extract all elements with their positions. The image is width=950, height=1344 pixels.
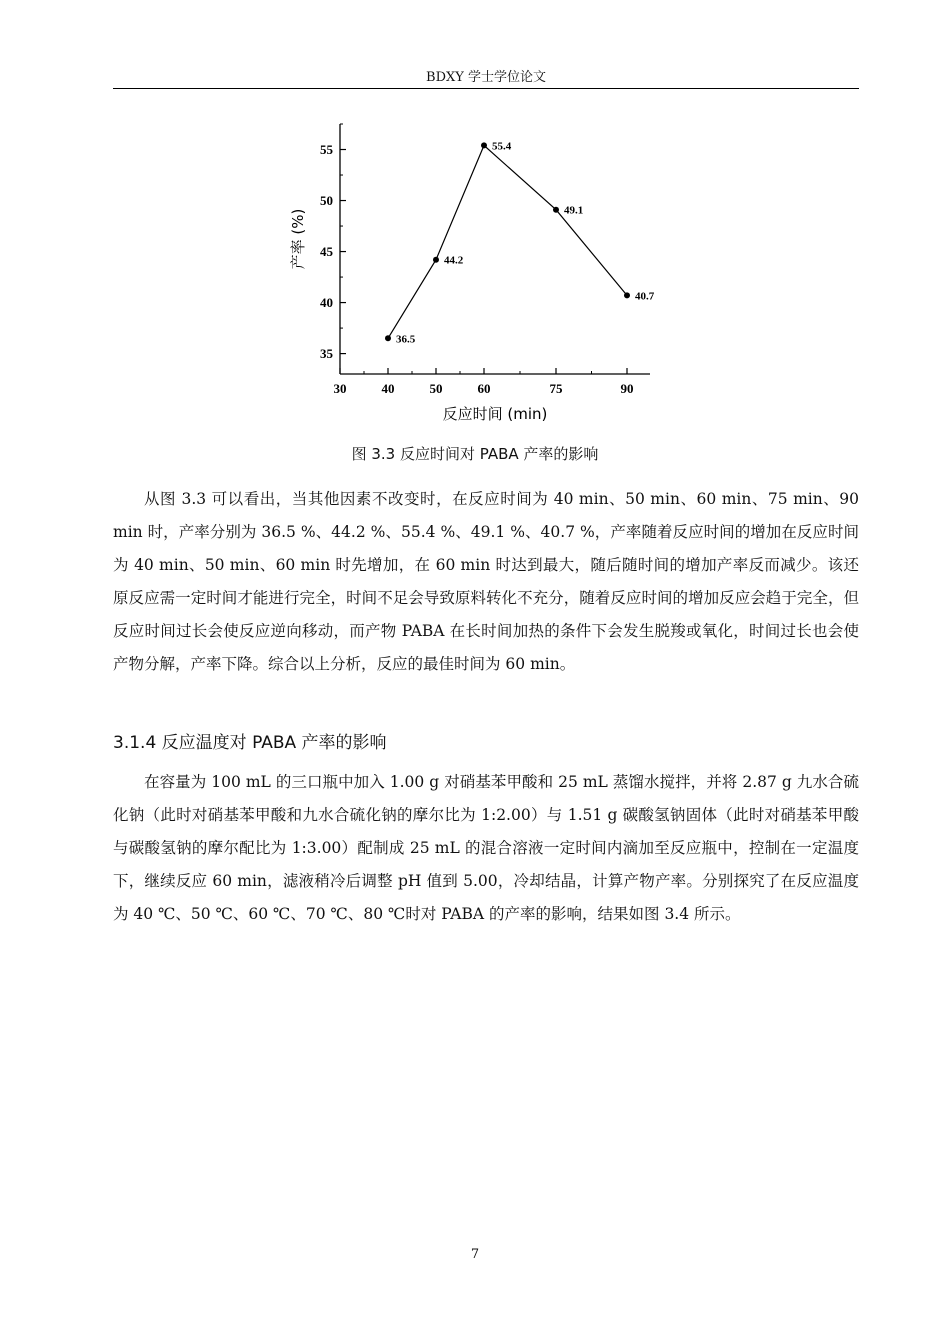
data-label: 36.5	[396, 333, 416, 346]
data-point	[624, 292, 630, 298]
page-number: 7	[470, 1247, 480, 1262]
y-tick-label: 35	[320, 346, 333, 362]
figure-3-3	[260, 110, 690, 430]
x-tick-label: 40	[381, 381, 395, 396]
data-label: 49.1	[564, 204, 584, 217]
y-tick-label: 50	[320, 193, 333, 209]
y-tick-label: 45	[320, 244, 333, 260]
x-tick-label: 60	[477, 381, 491, 396]
series-line	[388, 145, 627, 338]
x-tick-label: 75	[549, 381, 563, 396]
y-tick-label: 55	[320, 142, 333, 158]
data-point	[553, 207, 559, 213]
paragraph-2: 在容量为 100 mL 的三口瓶中加入 1.00 g 对硝基苯甲酸和 25 mL 蒸馏水搅拌，并将 2.87 g 九水合硫化钠（此时对硝基苯甲酸和九水合硫化钠的摩尔比为 1:2.00）与 1.51 g 碳酸氢钠固体（此时对硝基苯甲酸与碳酸氢钠的摩尔配比为 1:3.00）配制成 25 mL 的混合溶液一定时间内滴加至反应瓶中，控制在一定温度下，继续反应 60 min，滤液稍冷后调整 pH 值到 5.00，冷却结晶，计算产物产率。分别探究了在反应温度为 40 ℃、50 ℃、60 ℃、70 ℃、80 ℃时对 PABA 的产率的影响，结果如图 3.4 所示。	[113, 773, 859, 923]
paragraph-1: 从图 3.3 可以看出，当其他因素不改变时，在反应时间为 40 min、50 min、60 min、75 min、90 min 时，产率分别为 36.5 %、44.2 %、55.4 %、49.1 %、40.7 %，产率随着反应时间的增加在反应时间为 40 min、50 min、60 min 时先增加，在 60 min 时达到最大，随后随时间的增加产率反而减少。该还原反应需一定时间才能进行完全，时间不足会导致原料转化不充分，随着反应时间的增加反应会趋于完全，但反应时间过长会使反应逆向移动，而产物 PABA 在长时间加热的条件下会发生脱羧或氧化，时间过长也会使产物分解，产率下降。综合以上分析，反应的最佳时间为 60 min。	[113, 490, 859, 673]
x-tick-label: 90	[620, 381, 634, 396]
y-tick-label: 40	[320, 295, 333, 311]
section-heading: 3.1.4 反应温度对 PABA 产率的影响	[113, 733, 387, 753]
data-point	[433, 257, 439, 263]
data-label: 40.7	[635, 290, 655, 303]
data-point	[481, 142, 487, 148]
figure-caption: 图 3.3 反应时间对 PABA 产率的影响	[351, 445, 599, 463]
x-tick-label: 30	[333, 381, 347, 396]
x-axis-label: 反应时间 (min)	[442, 405, 548, 423]
header-title: BDXY 学士学位论文	[426, 70, 546, 85]
yield-vs-time-chart	[260, 110, 690, 430]
page-header	[113, 70, 859, 89]
data-point	[385, 335, 391, 341]
y-axis-label: 产率 (%)	[289, 208, 307, 270]
data-label: 44.2	[444, 254, 464, 267]
data-label: 55.4	[492, 140, 512, 153]
x-tick-label: 50	[429, 381, 443, 396]
